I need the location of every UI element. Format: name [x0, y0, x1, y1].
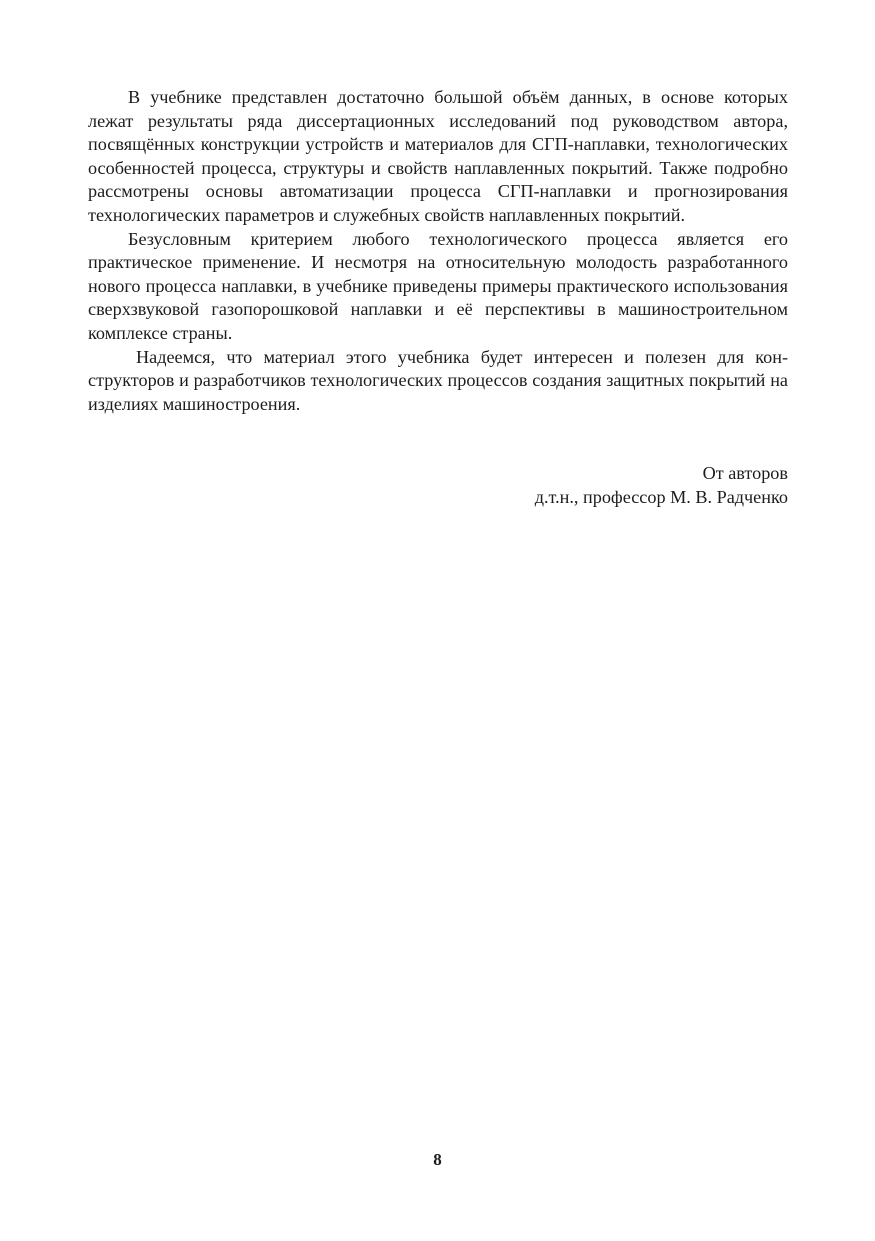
page-number: 8: [433, 1150, 442, 1169]
signature-from-authors: От авторов: [702, 463, 788, 483]
paragraph-application: Безусловным критерием любого технологического процесса является его практическое применение. И несмотря на относительную молодость разработанного нового процесса наплавки, в учебнике приведены примеры практического использования сверхзвуковой газопорошковой наплавки и её перспективы в машиностроительном комплексе страны.: [88, 228, 788, 343]
paragraph-conclusion: Надеемся, что материал этого учебника будет интересен и полезен для конструкторов и разработчиков технологических процессов создания защитных покрытий на изделиях машиностроения.: [88, 346, 788, 414]
body-text: [88, 86, 788, 416]
paragraph-intro: В учебнике представлен достаточно большой объём данных, в основе которых лежат результаты ряда диссертационных исследований под руководством автора, посвящённых конструкции устройств и материалов для СГП-наплавки, технологических особенностей процесса, структуры и свойств наплавленных покрытий. Также подробно рассмотрены основы автоматизации процесса СГП-наплавки и прогнозирования технологических параметров и служебных свойств наплавленных покрытий.: [88, 87, 788, 225]
signature-author-name: д.т.н., профессор М. В. Радченко: [534, 487, 788, 507]
signature-block: [400, 461, 788, 509]
